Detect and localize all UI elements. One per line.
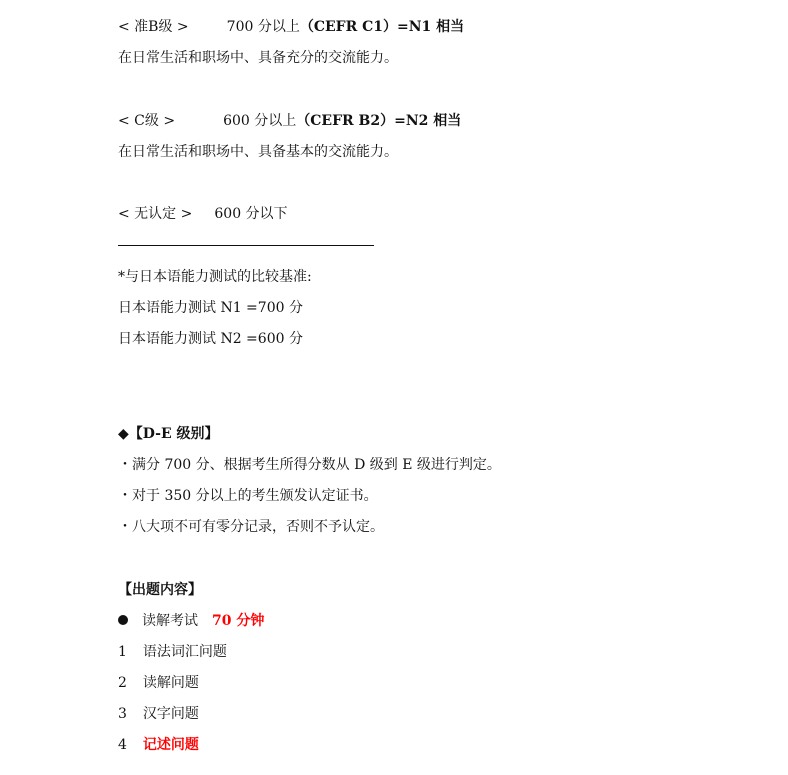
content-item-2 (118, 673, 199, 693)
content-item-3 (118, 704, 199, 724)
bullet-dot-icon (118, 615, 128, 625)
content-item-4 (118, 735, 199, 755)
content-item-text: 语法词汇问题 (142, 644, 227, 660)
comparison-title: *与日本语能力测试的比较基准: (118, 269, 312, 285)
de-bullet-1: ・满分 700 分、根据考生所得分数从 D 级到 E 级进行判定。 (118, 457, 501, 473)
content-item-text: 汉字问题 (142, 706, 199, 722)
level-c-label: < C级 > (118, 113, 176, 129)
level-c-description: 在日常生活和职场中、具备基本的交流能力。 (118, 144, 398, 160)
exam-line (118, 611, 264, 631)
level-c-cefr: （CEFR B2）=N2 相当 (296, 113, 462, 129)
content-item-number: 3 (118, 706, 127, 722)
exam-label: 读解考试 (142, 613, 198, 629)
content-section-heading: 【出题内容】 (118, 582, 202, 598)
de-bullet-2: ・对于 350 分以上的考生颁发认定证书。 (118, 488, 378, 504)
content-item-number: 4 (118, 737, 127, 753)
level-none-label: < 无认定 > (118, 206, 193, 222)
de-bullet-3: ・八大项不可有零分记录，否则不予认定。 (118, 519, 384, 535)
level-none-line (118, 204, 288, 224)
exam-time: 70 分钟 (212, 613, 265, 629)
level-b-cefr: （CEFR C1）=N1 相当 (299, 19, 465, 35)
level-b-label: < 准B级 > (118, 19, 189, 35)
level-b-score: 700 分以上 (226, 19, 300, 35)
de-section-heading: ◆【D-E 级别】 (118, 426, 219, 442)
level-b-line (118, 17, 464, 37)
content-item-number: 2 (118, 675, 127, 691)
level-c-score: 600 分以上 (223, 113, 297, 129)
content-item-text-highlight: 记述问题 (142, 737, 199, 753)
content-item-text: 读解问题 (142, 675, 199, 691)
level-none-score: 600 分以下 (214, 206, 288, 222)
divider-line (118, 245, 374, 246)
content-item-1 (118, 642, 227, 662)
content-item-number: 1 (118, 644, 127, 660)
comparison-item-n2: 日本语能力测试 N2 =600 分 (118, 331, 303, 347)
level-c-line (118, 111, 461, 131)
level-b-description: 在日常生活和职场中、具备充分的交流能力。 (118, 50, 398, 66)
comparison-item-n1: 日本语能力测试 N1 =700 分 (118, 300, 303, 316)
